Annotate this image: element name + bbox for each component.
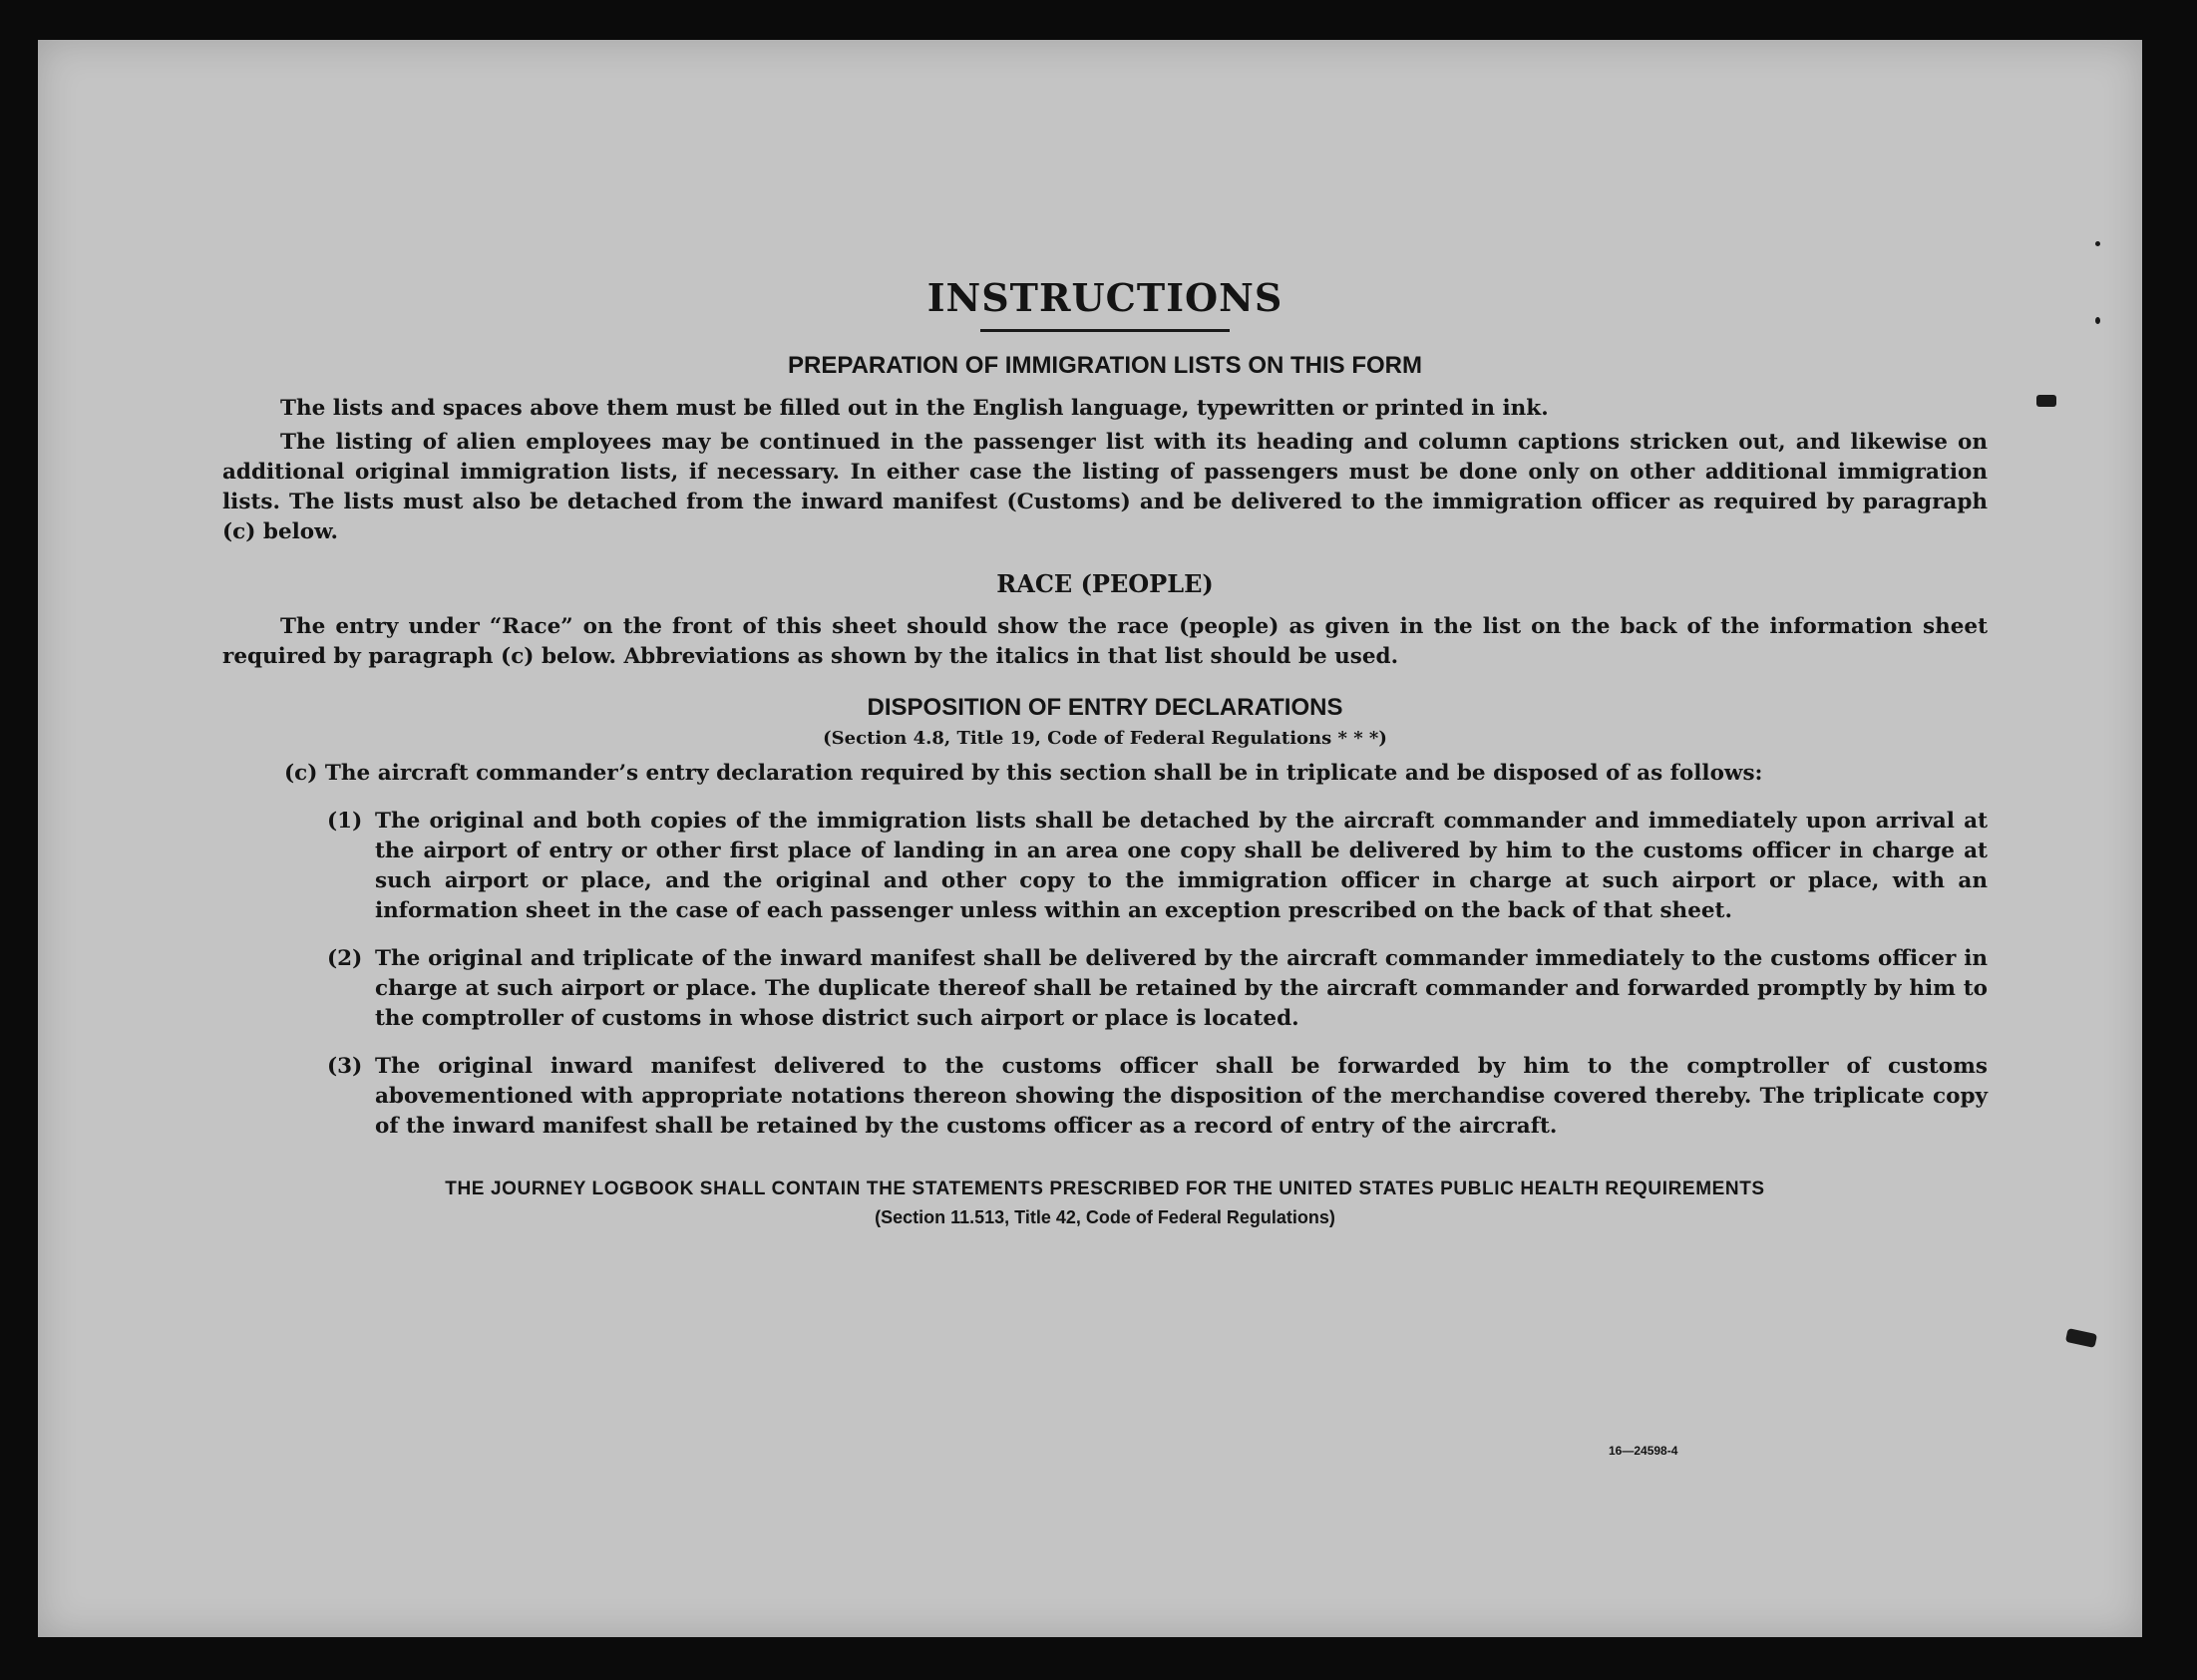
- section-heading-disposition: DISPOSITION OF ENTRY DECLARATIONS: [867, 694, 1343, 721]
- race-paragraph: The entry under “Race” on the front of this sheet should show the race (people) as given in the list on the back of the information sheet required by paragraph (c) below. Abbreviations as shown by the italics in that list should be used.: [222, 614, 1988, 669]
- item-number: (2): [327, 946, 363, 971]
- item-number: (3): [327, 1054, 363, 1079]
- disposition-item: [327, 1052, 1988, 1142]
- item-text: The original inward manifest delivered to the customs officer shall be forwarded by him to the comptroller of customs abovementioned with appropriate notations thereon showing the disposition of the merchandise covered thereby. The triplicate copy of the inward manifest shall be retained by the customs officer as a record of entry of the aircraft.: [375, 1054, 1988, 1139]
- section-heading-race: RACE (PEOPLE): [996, 569, 1214, 598]
- form-code: 16—24598-4: [1609, 1444, 1678, 1458]
- page-title: INSTRUCTIONS: [926, 275, 1283, 320]
- item-number: (1): [327, 809, 363, 834]
- footer-line-2: (Section 11.513, Title 42, Code of Federal Regulations): [875, 1207, 1335, 1227]
- preparation-paragraph-2: The listing of alien employees may be continued in the passenger list with its heading and column captions stricken out, and likewise on additional original immigration lists, if necessary. In either case the listing of passengers must be done only on other additional immigration lists. The lists must also be detached from the inward manifest (Customs) and be delivered to the immigration officer as required by paragraph (c) below.: [222, 430, 1988, 544]
- instructions-content: [222, 275, 1988, 1231]
- footer-line-1: THE JOURNEY LOGBOOK SHALL CONTAIN THE STATEMENTS PRESCRIBED FOR THE UNITED STATES PUBLIC HEALTH REQUIREMENTS: [445, 1178, 1765, 1199]
- scan-artifact: [2065, 1328, 2097, 1348]
- item-text: The original and both copies of the immigration lists shall be detached by the aircraft commander and immediately upon arrival at the airport of entry or other first place of landing in an area one copy shall be delivered by him to the customs officer in charge at such airport or place, and the original and other copy to the immigration officer in charge at such airport or place, with an information sheet in the case of each passenger unless within an exception prescribed on the back of that sheet.: [375, 809, 1988, 923]
- disposition-paragraph-c: (c) The aircraft commander’s entry declaration required by this section shall be in triplicate and be disposed of as follows:: [284, 761, 1763, 786]
- document-sheet: [38, 40, 2142, 1637]
- disposition-citation: (Section 4.8, Title 19, Code of Federal Regulations * * *): [823, 728, 1387, 749]
- disposition-item: [327, 944, 1988, 1034]
- preparation-paragraph-1: The lists and spaces above them must be filled out in the English language, typewritten or printed in ink.: [280, 396, 1549, 421]
- section-heading-preparation: PREPARATION OF IMMIGRATION LISTS ON THIS FORM: [788, 352, 1422, 379]
- scan-artifact: [2036, 395, 2056, 407]
- disposition-item: [327, 807, 1988, 926]
- scan-artifact: [2095, 241, 2100, 246]
- item-text: The original and triplicate of the inward manifest shall be delivered by the aircraft commander immediately to the customs officer in charge at such airport or place. The duplicate thereof shall be retained by the aircraft commander and forwarded promptly by him to the comptroller of customs in whose district such airport or place is located.: [375, 946, 1988, 1031]
- public-health-footer: [222, 1176, 1988, 1231]
- scan-artifact: [2095, 317, 2100, 324]
- title-underline: [980, 329, 1230, 332]
